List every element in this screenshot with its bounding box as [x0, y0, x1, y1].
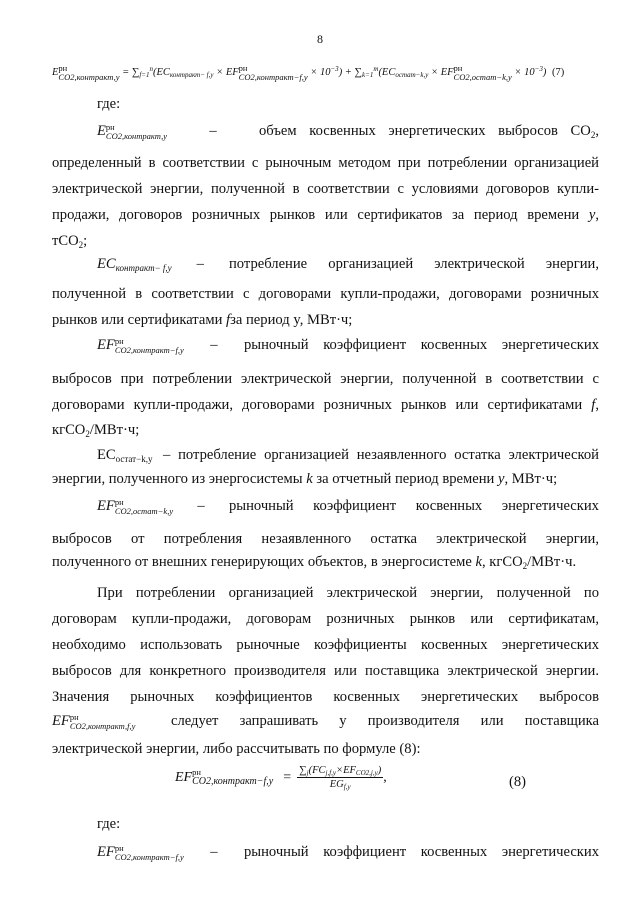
def-ef-contract-line2: выбросов при потреблении электрической энергии, полученной в соответствии с	[52, 371, 599, 387]
def-emissions-line2: определенный в соответствии с рыночным методом при потреблении организацией	[52, 155, 599, 171]
def-emissions: E рн CO2,контракт,y – объем косвенных энергетических выбросов $CO_2$,	[97, 122, 599, 141]
def-emissions-line4: продажи, договоров розничных рынков или сертификатов за период времени y,	[52, 207, 599, 223]
def-ef-contract-2: EF рн CO2,контракт−f,y – рыночный коэффициент косвенных энергетических	[97, 843, 599, 862]
paragraph-line1: При потреблении организацией электрической энергии, полученной по	[97, 585, 599, 601]
def-consumption-contract-line3: рынков или сертификатами fза период y, МВт·ч;	[52, 312, 353, 328]
formula-8: EF рн CO2,контракт−f,y = $\frac{\sum_j(FC_{j,f,y}\times EF_{CO2,j,y})}{EG_{f,y}}$ ,	[175, 765, 387, 792]
paragraph-line2: договорам купли-продажи, договорам розничных рынков или сертификатам,	[52, 611, 599, 627]
def-consumption-residual-line2: энергии, полученного из энергосистемы k за отчетный период времени y, МВт·ч;	[52, 471, 558, 487]
page-number: 8	[317, 32, 323, 46]
paragraph-line6: EF рн CO2,контракт,f,y следует запрашивать у производителя или поставщика	[52, 712, 599, 731]
where-label-2: где:	[97, 816, 121, 832]
def-emissions-line5: тCO$_2$;	[52, 233, 88, 251]
paragraph-line5: Значения рыночных коэффициентов косвенных энергетических выбросов	[52, 689, 599, 705]
def-ef-residual: EF рн CO2,остат−k,y – рыночный коэффициент косвенных энергетических	[97, 497, 599, 516]
def-consumption-contract: $EC_{контракт- f,y}$ – потребление организацией электрической энергии,	[97, 256, 599, 274]
formula-7-number: (7)	[551, 66, 565, 78]
paragraph-line3: необходимо использовать рыночные коэффициенты косвенных энергетических	[52, 637, 599, 653]
formula-8-fraction: $\frac{\sum_j(FC_{j,f,y}\times EF_{CO2,j,y})}{EG_{f,y}}$	[299, 765, 382, 792]
formula-7: E рн CO2,контракт,y = $\sum_{f=1}^n(EC_{контракт- f,y}$ × EF рн CO2,контракт−f,y × $10^{-3}) + \sum_{k=1}^m(EC_{остат-k,y}$ × EF рн CO2,остат−k,y × $10^{-3}$) (7)	[52, 63, 565, 82]
symbol-e-co2-contract: E рн CO2,контракт,y	[97, 122, 167, 141]
def-ef-contract-line3: договорами купли-продажи, договорами розничных рынков или сертификатами f,	[52, 397, 599, 413]
def-ef-residual-line3: полученного от внешних генерирующих объектов, в энергосистеме k, кгCO$_2$/МВт·ч.	[52, 554, 577, 572]
def-ef-contract-line4: кгCO$_2$/МВт·ч;	[52, 422, 140, 440]
def-ef-contract: EF рн CO2,контракт−f,y – рыночный коэффициент косвенных энергетических	[97, 336, 599, 355]
def-consumption-residual: $EC_{остат-k,y}$ – потребление организацией незаявленного остатка электрической	[97, 447, 599, 465]
def-emissions-line3: электрической энергии, полученной в соответствии с условиями договоров купли-	[52, 181, 599, 197]
paragraph-line7: электрической энергии, либо рассчитывать по формуле (8):	[52, 741, 421, 757]
def-ef-residual-line2: выбросов от потребления незаявленного остатка электрической энергии,	[52, 531, 599, 547]
formula-8-number: (8)	[509, 774, 527, 790]
where-label-1: где:	[97, 96, 121, 112]
def-consumption-contract-line2: полученной в соответствии с договорами купли-продажи, договорами розничных	[52, 286, 599, 302]
paragraph-line4: выбросов для конкретного производителя или поставщика электрической энергии.	[52, 663, 599, 679]
